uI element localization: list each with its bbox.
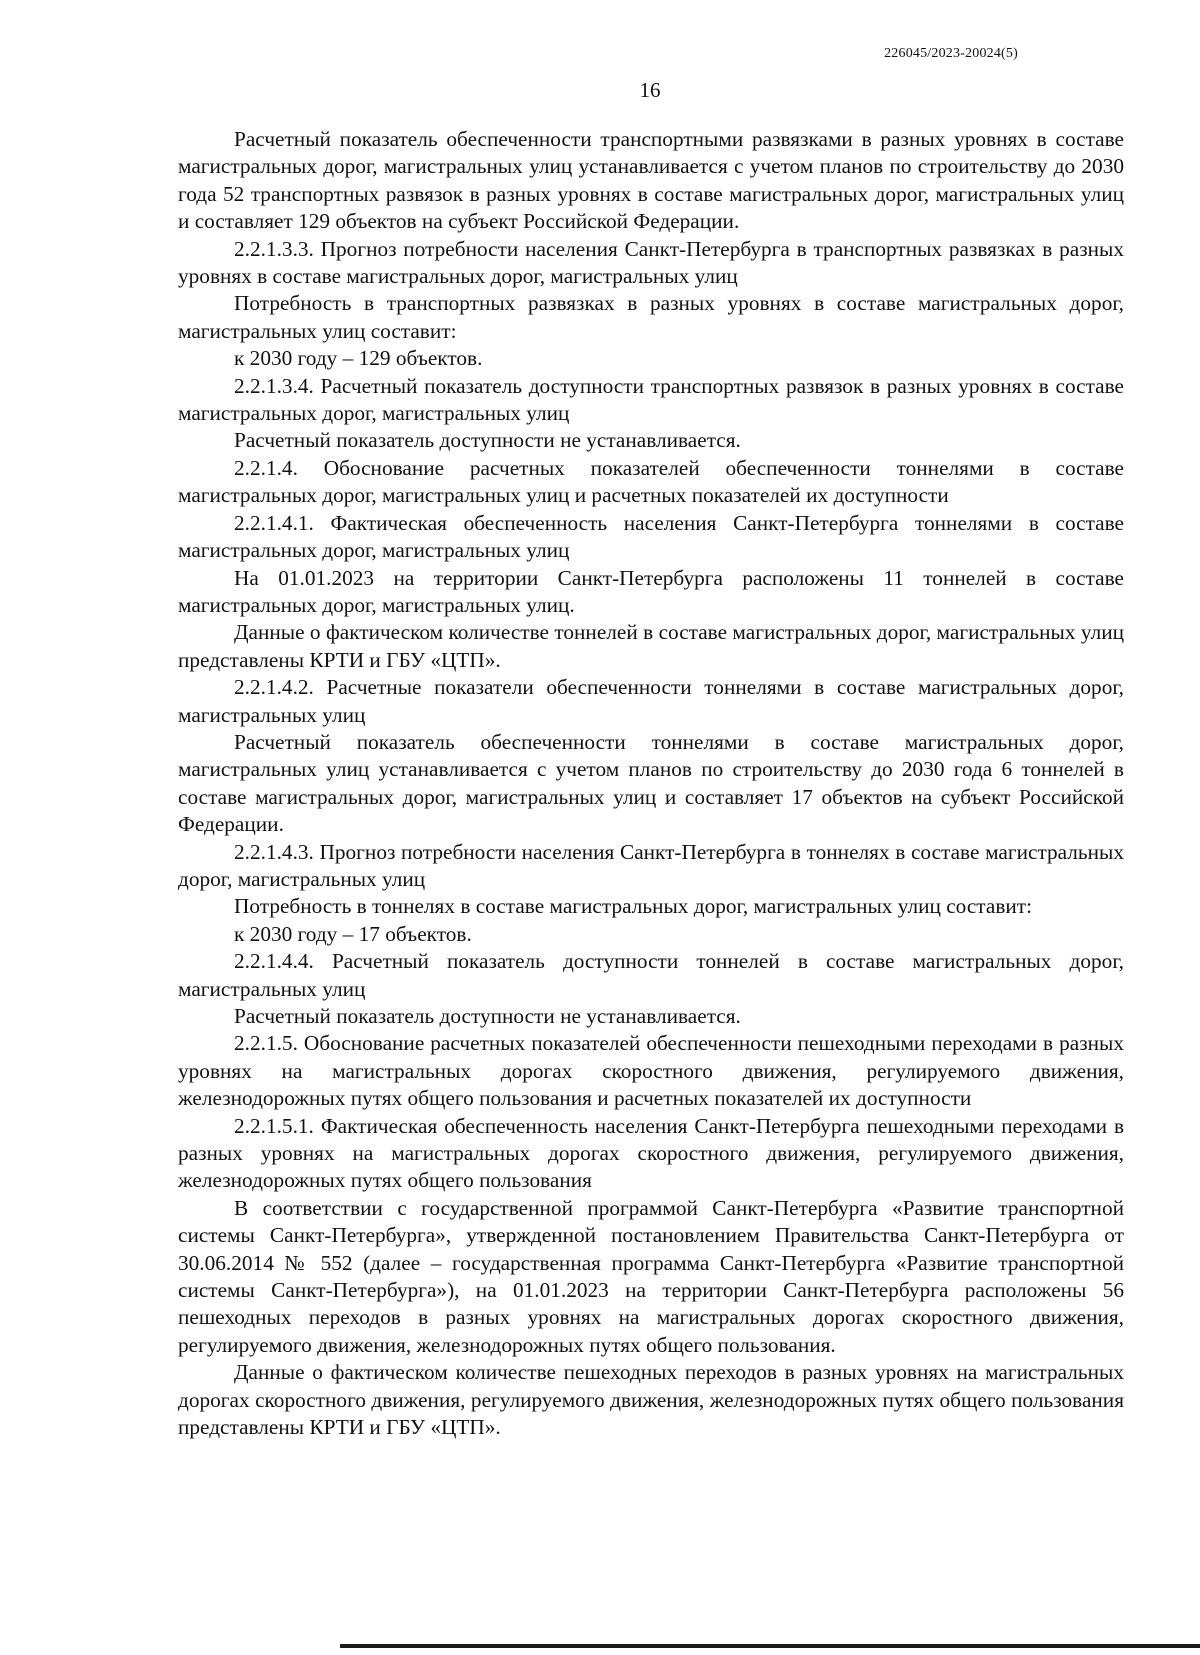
section-heading-2-2-1-4-2: 2.2.1.4.2. Расчетные показатели обеспеченности тоннелями в составе магистральных дорог, магистральных улиц bbox=[178, 675, 1124, 727]
paragraph: Потребность в тоннелях в составе магистральных дорог, магистральных улиц составит: bbox=[234, 894, 1032, 919]
section-heading-2-2-1-3-3: 2.2.1.3.3. Прогноз потребности населения Санкт-Петербурга в транспортных развязках в разных уровнях в составе магистральных дорог, магистральных улиц bbox=[178, 236, 1124, 289]
section-heading-2-2-1-5: 2.2.1.5. Обоснование расчетных показателей обеспеченности пешеходными переходами в разных уровнях на магистральных дорогах скоростного движения, регулируемого движения, железнодорожных путях общего пользования и расчетных показателей их доступности bbox=[178, 1031, 1124, 1111]
document-registration-number: 226045/2023-20024(5) bbox=[884, 46, 1018, 61]
paragraph: Расчетный показатель доступности не устанавливается. bbox=[234, 1004, 741, 1028]
paragraph: Данные о фактическом количестве пешеходных переходов в разных уровнях на магистральных дорогах скоростного движения, регулируемого движения, железнодорожных путях общего пользования представлены КРТИ и ГБУ «ЦТП». bbox=[178, 1360, 1124, 1440]
document-body bbox=[178, 126, 1124, 1442]
section-heading-2-2-1-4-1: 2.2.1.4.1. Фактическая обеспеченность населения Санкт-Петербурга тоннелями в составе магистральных дорог, магистральных улиц bbox=[178, 510, 1124, 563]
paragraph: В соответствии с государственной программой Санкт-Петербурга «Развитие транспортной системы Санкт-Петербурга», утвержденной постановлением Правительства Санкт-Петербурга от 30.06.2014 № 552 (далее – государственная программа Санкт-Петербурга «Развитие транспортной системы Санкт-Петербурга»), на 01.01.2023 на территории Санкт-Петербурга расположены 56 пешеходных переходов в разных уровнях на магистральных дорогах скоростного движения, регулируемого движения, железнодорожных путях общего пользования. bbox=[178, 1195, 1124, 1357]
paragraph: к 2030 году – 129 объектов. bbox=[234, 346, 483, 371]
paragraph: к 2030 году – 17 объектов. bbox=[234, 921, 472, 946]
paragraph: Расчетный показатель доступности не устанавливается. bbox=[234, 428, 741, 453]
section-heading-2-2-1-3-4: 2.2.1.3.4. Расчетный показатель доступности транспортных развязок в разных уровнях в составе магистральных дорог, магистральных улиц bbox=[178, 373, 1124, 426]
paragraph: На 01.01.2023 на территории Санкт-Петербурга расположены 11 тоннелей в составе магистральных дорог, магистральных улиц. bbox=[178, 565, 1124, 617]
paragraph: Данные о фактическом количестве тоннелей в составе магистральных дорог, магистральных улиц представлены КРТИ и ГБУ «ЦТП». bbox=[178, 620, 1124, 672]
paragraph: Расчетный показатель обеспеченности транспортными развязками в разных уровнях в составе магистральных дорог, магистральных улиц устанавливается с учетом планов по строительству до 2030 года 52 транспортных развязок в разных уровнях в составе магистральных дорог, магистральных улиц и составляет 129 объектов на субъект Российской Федерации. bbox=[178, 127, 1124, 234]
scan-bottom-edge-line bbox=[340, 1644, 1200, 1648]
paragraph: Потребность в транспортных развязках в разных уровнях в составе магистральных дорог, магистральных улиц составит: bbox=[178, 291, 1124, 343]
section-heading-2-2-1-4-4: 2.2.1.4.4. Расчетный показатель доступности тоннелей в составе магистральных дорог, магистральных улиц bbox=[178, 949, 1124, 1001]
section-heading-2-2-1-4: 2.2.1.4. Обоснование расчетных показателей обеспеченности тоннелями в составе магистральных дорог, магистральных улиц и расчетных показателей их доступности bbox=[178, 455, 1124, 508]
section-heading-2-2-1-5-1: 2.2.1.5.1. Фактическая обеспеченность населения Санкт-Петербурга пешеходными переходами в разных уровнях на магистральных дорогах скоростного движения, регулируемого движения, железнодорожных путях общего пользования bbox=[178, 1113, 1124, 1193]
paragraph: Расчетный показатель обеспеченности тоннелями в составе магистральных дорог, магистральных улиц устанавливается с учетом планов по строительству до 2030 года 6 тоннелей в составе магистральных дорог, магистральных улиц и составляет 17 объектов на субъект Российской Федерации. bbox=[178, 729, 1124, 837]
page-number: 16 bbox=[639, 78, 661, 102]
section-heading-2-2-1-4-3: 2.2.1.4.3. Прогноз потребности населения Санкт-Петербурга в тоннелях в составе магистральных дорог, магистральных улиц bbox=[178, 839, 1124, 891]
